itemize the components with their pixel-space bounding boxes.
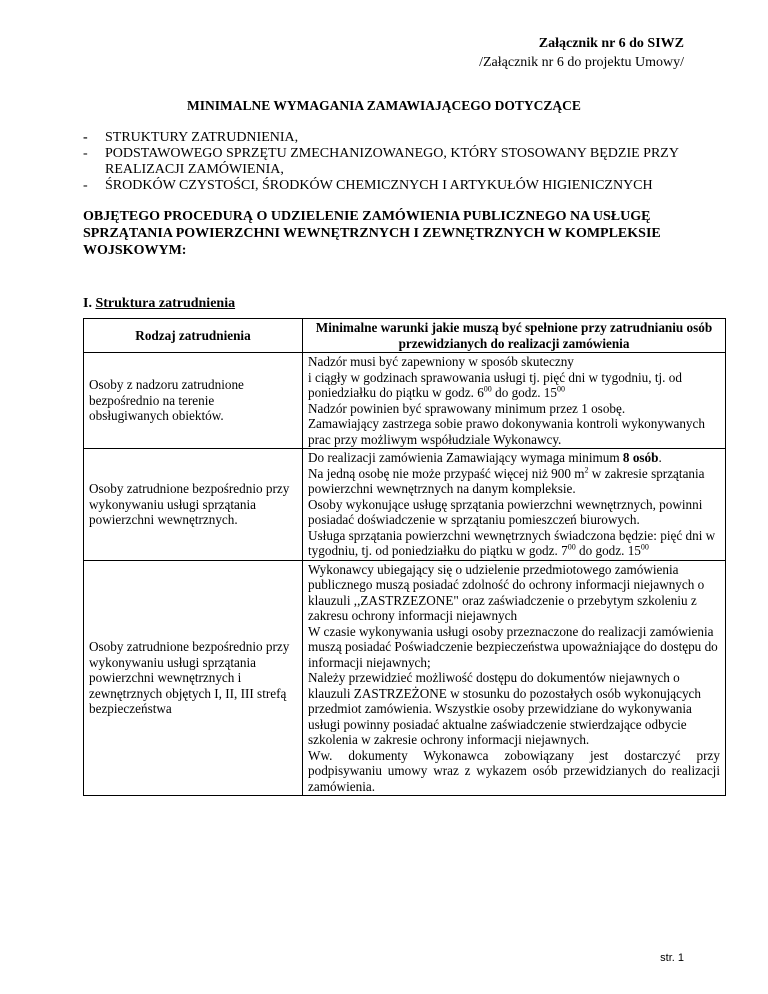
text-line: Do realizacji zamówienia Zamawiający wymaga minimum 8 osób. [308, 450, 662, 465]
bullet-dash: - [83, 146, 88, 161]
document-title: MINIMALNE WYMAGANIA ZAMAWIAJĄCEGO DOTYCZĄCE [187, 98, 581, 113]
employment-type-cell: Osoby zatrudnione bezpośrednio przy wykonywaniu usługi sprzątania powierzchni wewnętrznych. [84, 449, 303, 561]
table-header-row [84, 319, 726, 353]
table-row [84, 353, 726, 449]
text-line: Zamawiający zastrzega sobie prawo dokonywania kontroli wykonywanych prac przy możliwym współudziale Wykonawcy. [308, 416, 705, 447]
text-line: Należy przewidzieć możliwość dostępu do dokumentów niejawnych o klauzuli ZASTRZEŻONE w stosunku do pozostałych osób wykonujących przedmiot zamówienia. Wszystkie osoby przewidziane do wykonywania usługi powinny posiadać aktualne zaświadczenie stwierdzające odbycie szkolenia w zakresie ochrony informacji niejawnych. [308, 670, 702, 747]
list-item-text: PODSTAWOWEGO SPRZĘTU ZMECHANIZOWANEGO, KTÓRY STOSOWANY BĘDZIE PRZY REALIZACJI ZAMÓWIENIA, [105, 146, 679, 177]
conditions-cell [303, 353, 726, 449]
section-title: Struktura zatrudnienia [95, 296, 236, 311]
table-row [84, 449, 726, 561]
text-line: Osoby wykonujące usługę sprzątania powierzchni wewnętrznych, powinni posiadać doświadczenie w sprzątaniu pomieszczeń biurowych. [308, 496, 703, 527]
text-line: Nadzór musi być zapewniony w sposób skuteczny [308, 354, 574, 369]
employment-type-cell: Osoby zatrudnione bezpośrednio przy wykonywaniu usługi sprzątania powierzchni wewnętrznych i zewnętrznych objętych I, II, III strefą bezpieczeństwa [84, 560, 303, 796]
list-item [83, 146, 683, 178]
text-line: Wykonawcy ubiegający się o udzielenie przedmiotowego zamówienia publicznego muszą posiadać zdolność do ochrony informacji niejawnych o klauzuli ,,ZASTRZEZONE" oraz zaświadczenie o przebytym szkoleniu z zakresu ochrony informacji niejawnych [308, 561, 705, 623]
requirements-list [83, 130, 683, 194]
table-row [84, 560, 726, 796]
employment-structure-table [83, 318, 726, 796]
list-item [83, 130, 683, 146]
section-number: I. [83, 296, 92, 311]
procurement-subject: OBJĘTEGO PROCEDURĄ O UDZIELENIE ZAMÓWIENIA PUBLICZNEGO NA USŁUGĘ SPRZĄTANIA POWIERZCHNI WEWNĘTRZNYCH I ZEWNĘTRZNYCH W KOMPLEKSIE WOJSKOWYM: [83, 209, 661, 258]
employment-type-cell: Osoby z nadzoru zatrudnione bezpośrednio na terenie obsługiwanych obiektów. [84, 353, 303, 449]
text-line: Nadzór powinien być sprawowany minimum przez 1 osobę. [308, 400, 626, 416]
text-line: Usługa sprzątania powierzchni wewnętrznych świadczona będzie: pięć dni w tygodniu, tj. od poniedziałku do piątku w godz. $7^{00}$ do godz. $15^{00}$ [308, 527, 716, 558]
text-line: W czasie wykonywania usługi osoby przeznaczone do realizacji zamówienia muszą posiadać Poświadczenie bezpieczeństwa upoważniające do dostępu do informacji niejawnych; [308, 623, 718, 670]
annex-heading: Załącznik nr 6 do SIWZ [538, 36, 684, 51]
column-header-conditions: Minimalne warunki jakie muszą być spełnione przy zatrudnianiu osób przewidzianych do realizacji zamówienia [303, 319, 726, 353]
conditions-cell [303, 449, 726, 561]
text-line: Na jedną osobę nie może przypaść więcej niż 900 $m^2$ w zakresie sprzątania powierzchni wewnętrznych na danym kompleksie. [308, 465, 705, 496]
section-heading [83, 296, 235, 312]
bullet-dash: - [83, 178, 88, 193]
bullet-dash: - [83, 130, 88, 145]
text-line: Ww. dokumenty Wykonawca zobowiązany jest dostarczyć przy podpisywaniu umowy wraz z wykazem osób przewidzianych do realizacji zamówienia. [308, 747, 720, 794]
list-item [83, 178, 683, 194]
list-item-text: STRUKTURY ZATRUDNIENIA, [105, 130, 299, 145]
column-header-employment-type: Rodzaj zatrudnienia [84, 319, 303, 353]
text-line: i ciągły w godzinach sprawowania usługi tj. pięć dni w tygodniu, tj. od poniedziałku do piątku w godz. $6^{00}$ do godz. $15^{00}$ [308, 369, 682, 400]
page-number: str. 1 [660, 952, 684, 964]
list-item-text: ŚRODKÓW CZYSTOŚCI, ŚRODKÓW CHEMICZNYCH I ARTYKUŁÓW HIGIENICZNYCH [105, 178, 653, 193]
annex-subheading: /Załącznik nr 6 do projektu Umowy/ [479, 55, 684, 70]
conditions-cell [303, 560, 726, 796]
